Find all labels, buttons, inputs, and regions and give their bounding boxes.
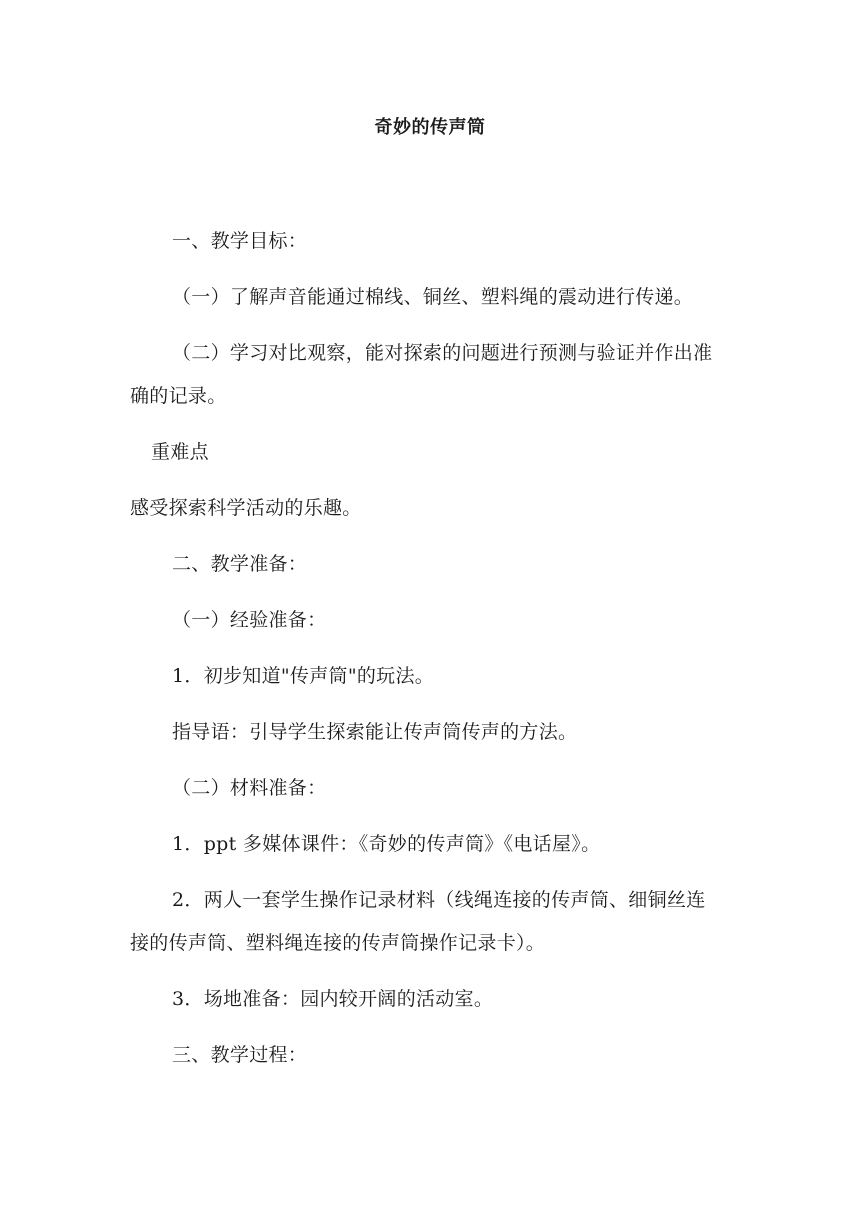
material-item-2-line-2: 接的传声筒、塑料绳连接的传声筒操作记录卡）。 (130, 932, 546, 954)
material-item-3: 3．场地准备：园内较开阔的活动室。 (172, 988, 494, 1010)
guidance-text: 指导语：引导学生探索能让传声筒传声的方法。 (172, 721, 578, 743)
teaching-goal-2-line-1: （二）学习对比观察，能对探索的问题进行预测与验证并作出准 (172, 342, 713, 364)
teaching-goal-2-line-2: 确的记录。 (130, 385, 227, 407)
experience-prep-item-1: 1．初步知道"传声筒"的玩法。 (172, 665, 435, 687)
section-3-heading: 三、教学过程： (172, 1044, 308, 1066)
material-item-2-line-1: 2．两人一套学生操作记录材料（线绳连接的传声筒、细铜丝连 (172, 889, 706, 911)
document-title: 奇妙的传声筒 (374, 117, 486, 138)
material-item-1: 1．ppt 多媒体课件：《奇妙的传声筒》《电话屋》。 (172, 833, 601, 855)
section-2-heading: 二、教学准备： (172, 553, 308, 575)
section-1-heading: 一、教学目标： (172, 230, 308, 252)
key-points-text: 感受探索科学活动的乐趣。 (130, 497, 362, 519)
teaching-goal-1: （一）了解声音能通过棉线、铜丝、塑料绳的震动进行传递。 (172, 286, 694, 308)
experience-prep-heading: （一）经验准备： (172, 609, 327, 631)
key-points-heading: 重难点 (151, 441, 209, 463)
material-prep-heading: （二）材料准备： (172, 777, 327, 799)
